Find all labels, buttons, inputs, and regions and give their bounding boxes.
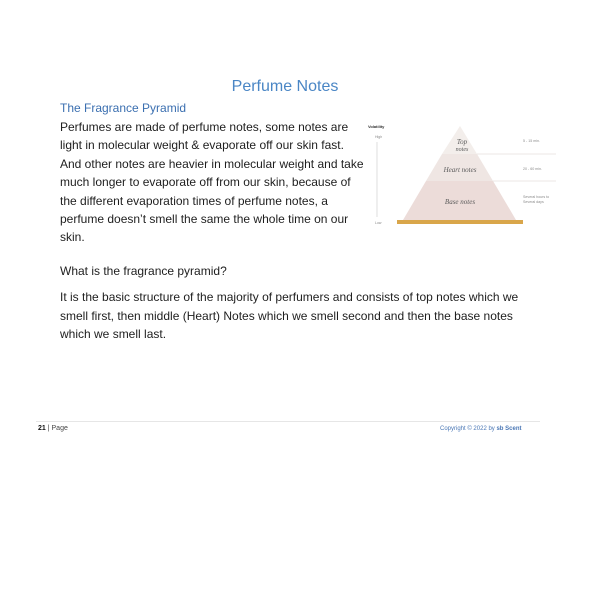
answer-line: smell first, then middle (Heart) Notes which we smell second and then the base notes: [60, 308, 513, 323]
intro-line: perfume doesn’t smell the same the whole time on our: [60, 212, 349, 227]
fragrance-pyramid-figure: [366, 120, 562, 232]
brand-name: sb Scent: [496, 426, 522, 432]
volatility-axis-label: Volatility: [368, 124, 385, 129]
page-title: Perfume Notes: [231, 78, 339, 95]
intro-line: Perfumes are made of perfume notes, some notes are: [60, 120, 349, 134]
page-word: | Page: [47, 425, 68, 432]
footer-divider: [36, 421, 540, 422]
intro-line: light in molecular weight & evaporate off our skin fast.: [60, 138, 344, 153]
page-number: [38, 425, 68, 432]
copyright-text: Copyright © 2022 by: [440, 426, 495, 432]
heart-notes-label: Heart notes: [443, 166, 477, 174]
base-notes-label: Base notes: [444, 198, 476, 206]
base-notes-time-2: Several days: [523, 200, 544, 204]
pyramid-base-bar: [397, 220, 523, 224]
base-notes-time: Several hours to: [523, 195, 550, 199]
intro-line: much longer to evaporate off from our skin, because of: [60, 175, 351, 190]
section-subtitle: The Fragrance Pyramid: [60, 101, 187, 115]
intro-line: skin.: [60, 230, 85, 245]
answer-line: which we smell last.: [60, 327, 167, 342]
top-notes-label-2: notes: [455, 147, 469, 153]
intro-line: the different evaporation times of perfume notes, a: [60, 193, 328, 208]
question-heading: What is the fragrance pyramid?: [60, 264, 227, 278]
heart-notes-time: 20 - 60 min.: [523, 167, 542, 171]
low-label: Low: [375, 221, 382, 225]
top-notes-label: Top: [456, 138, 468, 146]
intro-line: And other notes are heavier in molecular weight and take: [60, 156, 364, 171]
answer-paragraph: [60, 288, 530, 344]
intro-paragraph: [60, 118, 372, 247]
page-number-value: 21: [38, 425, 46, 432]
high-label: High: [375, 135, 383, 139]
answer-line: It is the basic structure of the majority of perfumers and consists of top notes which we: [60, 290, 519, 304]
copyright-notice: [440, 426, 521, 432]
top-notes-time: 5 - 15 min.: [523, 139, 540, 143]
